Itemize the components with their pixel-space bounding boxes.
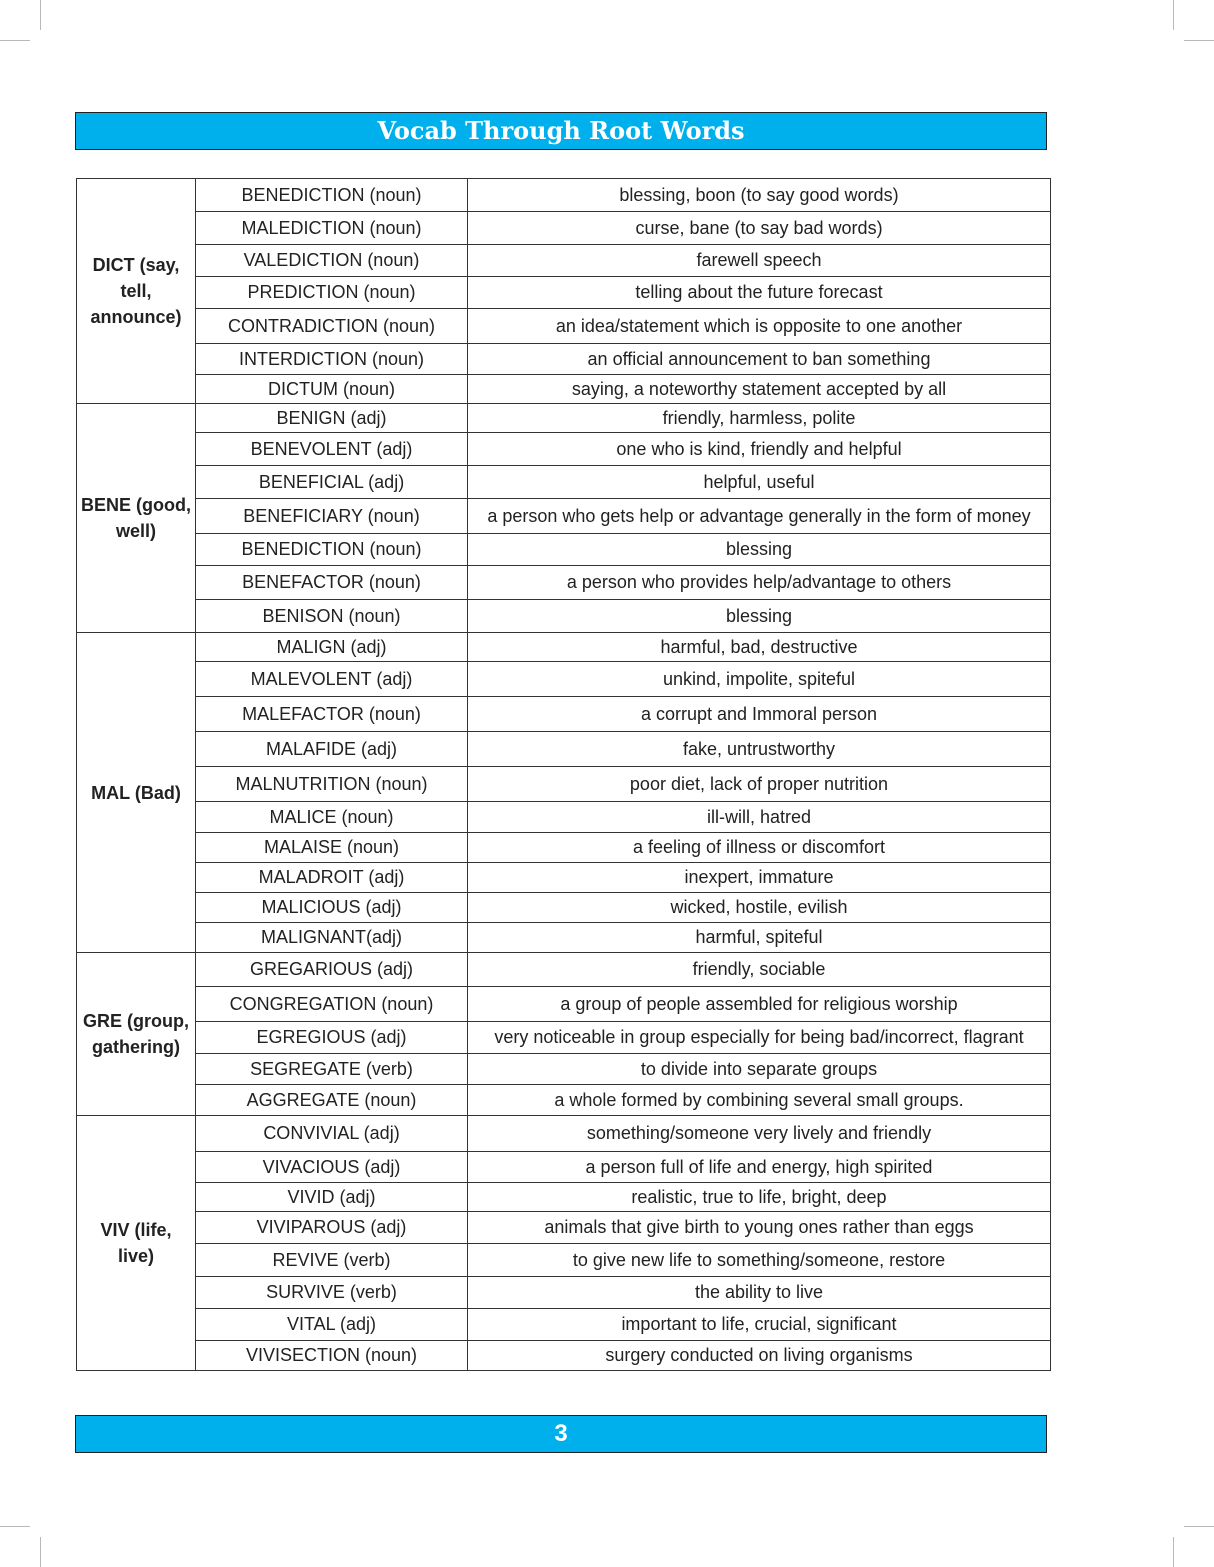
table-row xyxy=(77,466,1051,499)
vocab-word-cell: VALEDICTION (noun) xyxy=(196,245,468,277)
vocab-word-cell: EGREGIOUS (adj) xyxy=(196,1022,468,1054)
meaning-cell: blessing, boon (to say good words) xyxy=(468,179,1051,212)
vocab-word-cell: MALICE (noun) xyxy=(196,802,468,833)
table-row xyxy=(77,1054,1051,1085)
meaning-cell: saying, a noteworthy statement accepted by all xyxy=(468,375,1051,404)
vocab-word-cell: VITAL (adj) xyxy=(196,1309,468,1341)
page-title: Vocab Through Root Words xyxy=(75,112,1047,150)
table-row xyxy=(77,893,1051,923)
meaning-cell: to give new life to something/someone, restore xyxy=(468,1244,1051,1277)
table-row xyxy=(77,277,1051,309)
vocab-word-cell: MALIGNANT(adj) xyxy=(196,923,468,953)
table-row xyxy=(77,1183,1051,1212)
meaning-cell: friendly, sociable xyxy=(468,953,1051,987)
vocab-word-cell: SEGREGATE (verb) xyxy=(196,1054,468,1085)
root-word-cell: VIV (life, live) xyxy=(77,1116,196,1371)
vocab-word-cell: VIVACIOUS (adj) xyxy=(196,1152,468,1183)
meaning-cell: fake, untrustworthy xyxy=(468,732,1051,767)
table-row xyxy=(77,1309,1051,1341)
root-word-cell: GRE (group, gathering) xyxy=(77,953,196,1116)
table-row xyxy=(77,179,1051,212)
table-row xyxy=(77,1116,1051,1152)
vocab-word-cell: REVIVE (verb) xyxy=(196,1244,468,1277)
meaning-cell: a person who gets help or advantage generally in the form of money xyxy=(468,499,1051,534)
vocab-word-cell: BENEFICIARY (noun) xyxy=(196,499,468,534)
crop-mark xyxy=(40,0,41,30)
vocab-word-cell: CONVIVIAL (adj) xyxy=(196,1116,468,1152)
vocab-word-cell: CONTRADICTION (noun) xyxy=(196,309,468,344)
meaning-cell: surgery conducted on living organisms xyxy=(468,1341,1051,1371)
vocab-word-cell: BENEVOLENT (adj) xyxy=(196,433,468,466)
vocab-table xyxy=(76,178,1051,1371)
meaning-cell: helpful, useful xyxy=(468,466,1051,499)
meaning-cell: an official announcement to ban something xyxy=(468,344,1051,375)
vocab-word-cell: DICTUM (noun) xyxy=(196,375,468,404)
vocab-word-cell: CONGREGATION (noun) xyxy=(196,987,468,1022)
meaning-cell: a group of people assembled for religious worship xyxy=(468,987,1051,1022)
meaning-cell: inexpert, immature xyxy=(468,863,1051,893)
crop-mark xyxy=(0,1526,30,1527)
table-row xyxy=(77,833,1051,863)
vocab-word-cell: BENEFACTOR (noun) xyxy=(196,566,468,600)
vocab-word-cell: MALADROIT (adj) xyxy=(196,863,468,893)
vocab-word-cell: MALEVOLENT (adj) xyxy=(196,662,468,697)
meaning-cell: something/someone very lively and friendly xyxy=(468,1116,1051,1152)
vocab-word-cell: VIVID (adj) xyxy=(196,1183,468,1212)
meaning-cell: realistic, true to life, bright, deep xyxy=(468,1183,1051,1212)
table-row xyxy=(77,953,1051,987)
table-row xyxy=(77,600,1051,633)
root-word-cell: BENE (good, well) xyxy=(77,404,196,633)
root-word-cell: MAL (Bad) xyxy=(77,633,196,953)
meaning-cell: poor diet, lack of proper nutrition xyxy=(468,767,1051,802)
table-row xyxy=(77,344,1051,375)
table-row xyxy=(77,633,1051,662)
table-row xyxy=(77,1085,1051,1116)
table-row xyxy=(77,732,1051,767)
table-row xyxy=(77,212,1051,245)
vocab-word-cell: MALAISE (noun) xyxy=(196,833,468,863)
meaning-cell: harmful, spiteful xyxy=(468,923,1051,953)
table-row xyxy=(77,375,1051,404)
vocab-table-body xyxy=(77,179,1051,1371)
vocab-word-cell: PREDICTION (noun) xyxy=(196,277,468,309)
table-row xyxy=(77,863,1051,893)
vocab-word-cell: BENEDICTION (noun) xyxy=(196,534,468,566)
meaning-cell: blessing xyxy=(468,600,1051,633)
vocab-word-cell: BENIGN (adj) xyxy=(196,404,468,433)
table-row xyxy=(77,1022,1051,1054)
vocab-word-cell: VIVIPAROUS (adj) xyxy=(196,1212,468,1244)
meaning-cell: one who is kind, friendly and helpful xyxy=(468,433,1051,466)
vocab-word-cell: GREGARIOUS (adj) xyxy=(196,953,468,987)
meaning-cell: a person full of life and energy, high spirited xyxy=(468,1152,1051,1183)
vocab-word-cell: MALICIOUS (adj) xyxy=(196,893,468,923)
vocab-word-cell: MALEFACTOR (noun) xyxy=(196,697,468,732)
vocab-word-cell: VIVISECTION (noun) xyxy=(196,1341,468,1371)
meaning-cell: ill-will, hatred xyxy=(468,802,1051,833)
vocab-word-cell: MALEDICTION (noun) xyxy=(196,212,468,245)
table-row xyxy=(77,1212,1051,1244)
meaning-cell: a person who provides help/advantage to others xyxy=(468,566,1051,600)
table-row xyxy=(77,404,1051,433)
vocab-word-cell: MALNUTRITION (noun) xyxy=(196,767,468,802)
meaning-cell: friendly, harmless, polite xyxy=(468,404,1051,433)
table-row xyxy=(77,697,1051,732)
table-row xyxy=(77,1277,1051,1309)
page-number: 3 xyxy=(75,1415,1047,1453)
meaning-cell: blessing xyxy=(468,534,1051,566)
meaning-cell: important to life, crucial, significant xyxy=(468,1309,1051,1341)
table-row xyxy=(77,566,1051,600)
crop-mark xyxy=(0,40,30,41)
table-row xyxy=(77,1341,1051,1371)
table-row xyxy=(77,767,1051,802)
table-row xyxy=(77,534,1051,566)
meaning-cell: the ability to live xyxy=(468,1277,1051,1309)
meaning-cell: to divide into separate groups xyxy=(468,1054,1051,1085)
vocab-word-cell: BENEDICTION (noun) xyxy=(196,179,468,212)
crop-mark xyxy=(1173,1537,1174,1567)
table-row xyxy=(77,662,1051,697)
table-row xyxy=(77,1244,1051,1277)
meaning-cell: farewell speech xyxy=(468,245,1051,277)
table-row xyxy=(77,923,1051,953)
table-row xyxy=(77,309,1051,344)
vocab-word-cell: SURVIVE (verb) xyxy=(196,1277,468,1309)
table-row xyxy=(77,802,1051,833)
table-row xyxy=(77,499,1051,534)
vocab-word-cell: BENEFICIAL (adj) xyxy=(196,466,468,499)
crop-mark xyxy=(1184,40,1214,41)
crop-mark xyxy=(40,1537,41,1567)
meaning-cell: a whole formed by combining several small groups. xyxy=(468,1085,1051,1116)
vocab-word-cell: MALIGN (adj) xyxy=(196,633,468,662)
vocab-word-cell: BENISON (noun) xyxy=(196,600,468,633)
meaning-cell: unkind, impolite, spiteful xyxy=(468,662,1051,697)
vocab-word-cell: INTERDICTION (noun) xyxy=(196,344,468,375)
table-row xyxy=(77,245,1051,277)
crop-mark xyxy=(1173,0,1174,30)
table-row xyxy=(77,1152,1051,1183)
crop-mark xyxy=(1184,1526,1214,1527)
meaning-cell: harmful, bad, destructive xyxy=(468,633,1051,662)
table-row xyxy=(77,987,1051,1022)
meaning-cell: wicked, hostile, evilish xyxy=(468,893,1051,923)
meaning-cell: an idea/statement which is opposite to one another xyxy=(468,309,1051,344)
table-row xyxy=(77,433,1051,466)
meaning-cell: very noticeable in group especially for being bad/incorrect, flagrant xyxy=(468,1022,1051,1054)
meaning-cell: a corrupt and Immoral person xyxy=(468,697,1051,732)
meaning-cell: animals that give birth to young ones rather than eggs xyxy=(468,1212,1051,1244)
vocab-word-cell: AGGREGATE (noun) xyxy=(196,1085,468,1116)
meaning-cell: telling about the future forecast xyxy=(468,277,1051,309)
meaning-cell: a feeling of illness or discomfort xyxy=(468,833,1051,863)
meaning-cell: curse, bane (to say bad words) xyxy=(468,212,1051,245)
vocab-word-cell: MALAFIDE (adj) xyxy=(196,732,468,767)
root-word-cell: DICT (say, tell, announce) xyxy=(77,179,196,404)
